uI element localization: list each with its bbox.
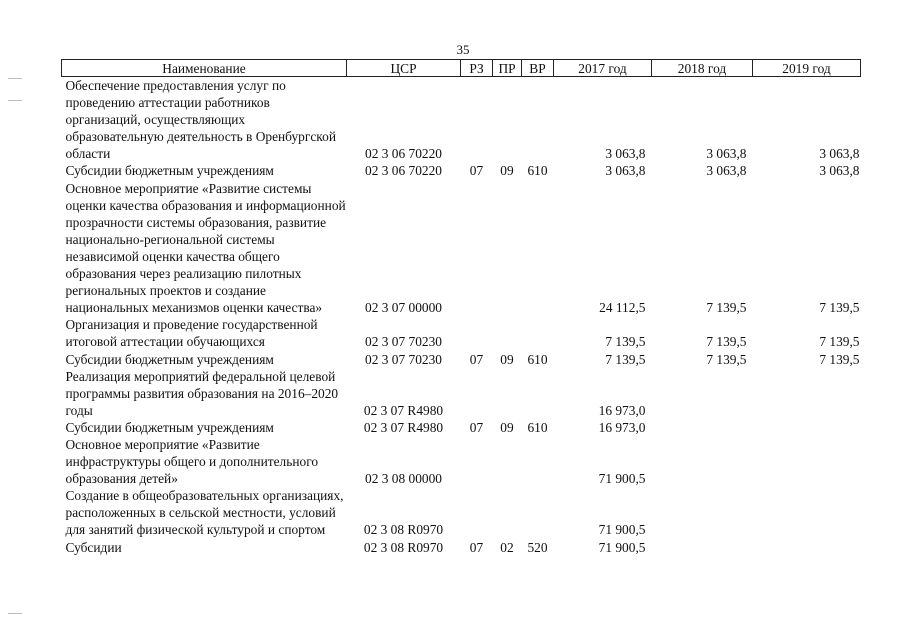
row-name: Основное мероприятие «Развитие системы оценки качества образования и информационной прозрачности системы образования, развитие национально-региональной системы независимой оценки качества общего образования через реализацию пилотных региональных проектов и создание национальных механизмов оценки качества» bbox=[65, 180, 346, 316]
row-rz bbox=[461, 487, 493, 538]
row-name: Субсидии бюджетным учреждениям bbox=[65, 419, 274, 435]
row-2018: 7 139,5 bbox=[706, 300, 747, 316]
row-rz bbox=[461, 368, 493, 419]
table-row bbox=[62, 77, 861, 163]
row-vr bbox=[522, 316, 554, 350]
table-row bbox=[62, 162, 861, 179]
col-header-2018: 2018 год bbox=[652, 60, 753, 77]
row-pr: 09 bbox=[500, 163, 514, 179]
col-header-pr: ПР bbox=[493, 60, 522, 77]
col-header-csr: ЦСР bbox=[347, 60, 461, 77]
row-rz bbox=[461, 77, 493, 163]
row-pr: 09 bbox=[500, 351, 514, 367]
row-2017: 3 063,8 bbox=[605, 146, 646, 162]
row-name: Субсидии бюджетным учреждениям bbox=[65, 163, 274, 179]
row-2017: 16 973,0 bbox=[598, 402, 646, 418]
col-header-rz: РЗ bbox=[461, 60, 493, 77]
row-2018 bbox=[652, 539, 753, 556]
row-rz bbox=[461, 180, 493, 317]
row-2017: 3 063,8 bbox=[605, 163, 646, 179]
row-rz bbox=[461, 436, 493, 487]
table-row bbox=[62, 351, 861, 368]
row-2018: 3 063,8 bbox=[706, 146, 747, 162]
row-vr bbox=[522, 77, 554, 163]
row-vr bbox=[522, 180, 554, 317]
row-2018 bbox=[652, 419, 753, 436]
table-row bbox=[62, 487, 861, 538]
row-2018 bbox=[652, 436, 753, 487]
row-2018 bbox=[652, 368, 753, 419]
row-pr bbox=[493, 77, 522, 163]
row-csr: 02 3 08 R0970 bbox=[363, 539, 444, 555]
row-pr: 02 bbox=[500, 539, 514, 555]
row-2017: 7 139,5 bbox=[605, 351, 646, 367]
row-pr bbox=[493, 436, 522, 487]
table-row bbox=[62, 368, 861, 419]
row-rz: 07 bbox=[469, 539, 484, 555]
row-csr: 02 3 06 70220 bbox=[365, 163, 442, 179]
row-csr: 02 3 07 70230 bbox=[365, 351, 442, 367]
table-header-row bbox=[62, 60, 861, 77]
row-2017: 71 900,5 bbox=[598, 471, 646, 487]
row-vr bbox=[522, 368, 554, 419]
row-csr: 02 3 08 00000 bbox=[365, 471, 442, 487]
row-2017: 24 112,5 bbox=[599, 300, 646, 316]
row-2019 bbox=[753, 539, 861, 556]
row-csr: 02 3 07 70230 bbox=[365, 334, 442, 350]
row-name: Субсидии бюджетным учреждениям bbox=[65, 351, 274, 367]
row-2019 bbox=[753, 368, 861, 419]
row-name: Организация и проведение государственной итоговой аттестации обучающихся bbox=[65, 317, 318, 350]
row-pr bbox=[493, 180, 522, 317]
row-vr: 610 bbox=[527, 163, 548, 179]
budget-table bbox=[61, 59, 861, 556]
row-rz: 07 bbox=[469, 163, 484, 179]
margin-mark bbox=[8, 78, 22, 79]
row-2019 bbox=[753, 419, 861, 436]
row-name: Создание в общеобразовательных организациях, расположенных в сельской местности, условий для занятий физической культурой и спортом bbox=[65, 488, 344, 538]
row-vr bbox=[522, 487, 554, 538]
row-csr: 02 3 07 00000 bbox=[365, 300, 442, 316]
row-name: Субсидии bbox=[65, 539, 122, 555]
row-rz: 07 bbox=[469, 351, 484, 367]
margin-mark bbox=[8, 100, 22, 101]
row-name: Реализация мероприятий федеральной целевой программы развития образования на 2016–2020 годы bbox=[65, 368, 339, 418]
table-row bbox=[62, 180, 861, 317]
row-2018: 3 063,8 bbox=[706, 163, 747, 179]
row-csr: 02 3 07 R4980 bbox=[363, 419, 444, 435]
row-pr bbox=[493, 368, 522, 419]
row-2019: 3 063,8 bbox=[819, 163, 860, 179]
row-2019: 7 139,5 bbox=[819, 351, 860, 367]
row-name: Основное мероприятие «Развитие инфраструктуры общего и дополнительного образования детей» bbox=[65, 436, 319, 487]
row-vr: 610 bbox=[527, 419, 548, 435]
row-vr: 610 bbox=[527, 351, 548, 367]
row-csr: 02 3 08 R0970 bbox=[363, 522, 444, 538]
row-vr bbox=[522, 436, 554, 487]
table-row bbox=[62, 539, 861, 556]
row-2017: 16 973,0 bbox=[598, 419, 646, 435]
row-2019 bbox=[753, 487, 861, 538]
col-header-name: Наименование bbox=[62, 60, 347, 77]
col-header-2019: 2019 год bbox=[753, 60, 861, 77]
row-2017: 7 139,5 bbox=[605, 334, 646, 350]
row-rz: 07 bbox=[469, 419, 484, 435]
col-header-vr: ВР bbox=[522, 60, 554, 77]
col-header-2017: 2017 год bbox=[554, 60, 652, 77]
row-2019: 7 139,5 bbox=[819, 300, 860, 316]
row-2018 bbox=[652, 487, 753, 538]
table-row bbox=[62, 316, 861, 350]
row-pr bbox=[493, 316, 522, 350]
row-2018: 7 139,5 bbox=[706, 334, 747, 350]
row-name: Обеспечение предоставления услуг по проведению аттестации работников организаций, осуществляющих образовательную деятельность в Оренбургской области bbox=[65, 78, 336, 162]
row-pr: 09 bbox=[500, 419, 514, 435]
row-2017: 71 900,5 bbox=[598, 539, 646, 555]
table-row bbox=[62, 436, 861, 487]
row-vr: 520 bbox=[527, 539, 548, 555]
row-2017: 71 900,5 bbox=[598, 522, 646, 538]
row-pr bbox=[493, 487, 522, 538]
margin-mark bbox=[8, 613, 22, 614]
row-2019: 7 139,5 bbox=[819, 334, 860, 350]
row-csr: 02 3 06 70220 bbox=[365, 146, 442, 162]
row-2018: 7 139,5 bbox=[706, 351, 747, 367]
page-number: 35 bbox=[456, 42, 470, 57]
row-rz bbox=[461, 316, 493, 350]
row-csr: 02 3 07 R4980 bbox=[363, 402, 444, 418]
table-row bbox=[62, 419, 861, 436]
row-2019: 3 063,8 bbox=[819, 146, 860, 162]
row-2019 bbox=[753, 436, 861, 487]
